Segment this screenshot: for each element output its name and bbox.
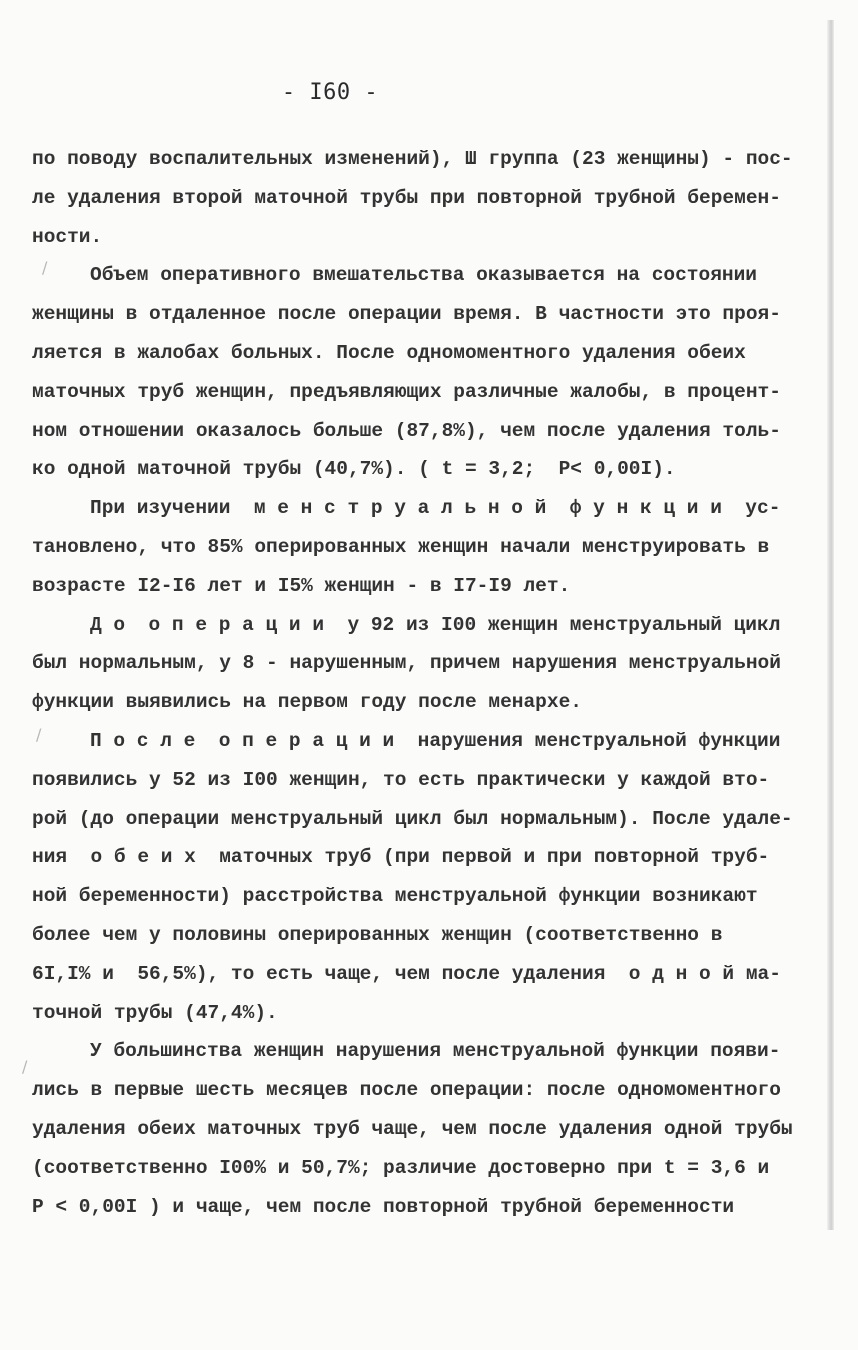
text-line: точной трубы (47,4%). <box>32 1001 278 1024</box>
text-line: удаления обеих маточных труб чаще, чем после удаления одной трубы <box>32 1117 793 1140</box>
text-line: функции выявились на первом году после менархе. <box>32 691 582 714</box>
text-line: рой (до операции менструальный цикл был нормальным). После удале- <box>32 807 793 830</box>
paragraph <box>32 140 812 256</box>
paragraph <box>32 256 812 489</box>
paragraph <box>32 722 812 1032</box>
margin-check-mark: / <box>42 258 48 277</box>
paragraph <box>32 489 812 605</box>
document-body <box>32 140 812 1226</box>
text-line: У большинства женщин нарушения менструальной функции появи- <box>90 1040 781 1063</box>
text-line: Объем оперативного вмешательства оказывается на состоянии <box>90 264 758 287</box>
text-line: возрасте I2-I6 лет и I5% женщин - в I7-I9 лет. <box>32 574 571 597</box>
text-line: (соответственно I00% и 50,7%; различие достоверно при t = 3,6 и <box>32 1156 770 1179</box>
text-line: маточных труб женщин, предъявляющих различные жалобы, в процент- <box>32 380 781 403</box>
text-line: ной беременности) расстройства менструальной функции возникают <box>32 885 758 908</box>
text-line: женщины в отдаленное после операции время. В частности это проя- <box>32 303 781 326</box>
text-line: более чем у половины оперированных женщин (соответственно в <box>32 923 723 946</box>
text-line: ности. <box>32 225 103 248</box>
page-number: - I60 - <box>281 80 379 105</box>
page-edge-shadow <box>827 20 834 1230</box>
text-line: ния о б е и х маточных труб (при первой и при повторной труб- <box>32 846 770 869</box>
text-line: 6I,I% и 56,5%), то есть чаще, чем после удаления о д н о й ма- <box>32 962 781 985</box>
text-line: При изучении м е н с т р у а л ь н о й ф у н к ц и и ус- <box>90 497 781 520</box>
text-line: Д о о п е р а ц и и у 92 из I00 женщин менструальный цикл <box>90 613 781 636</box>
text-line: П о с л е о п е р а ц и и нарушения менструальной функции <box>90 729 781 752</box>
paragraph <box>32 1032 812 1226</box>
text-line: ном отношении оказалось больше (87,8%), чем после удаления толь- <box>32 419 781 442</box>
text-line: тановлено, что 85% оперированных женщин начали менструировать в <box>32 535 770 558</box>
text-line: ле удаления второй маточной трубы при повторной трубной беремен- <box>32 186 781 209</box>
margin-check-mark: / <box>22 1057 28 1076</box>
text-line: ко одной маточной трубы (40,7%). ( t = 3,2; P< 0,00I). <box>32 458 676 481</box>
paragraph <box>32 606 812 722</box>
margin-check-mark: / <box>36 725 42 744</box>
text-line: лись в первые шесть месяцев после операции: после одномоментного <box>32 1079 781 1102</box>
text-line: появились у 52 из I00 женщин, то есть практически у каждой вто- <box>32 768 770 791</box>
text-line: ляется в жалобах больных. После одномоментного удаления обеих <box>32 341 746 364</box>
text-line: по поводу воспалительных изменений), Ш группа (23 женщины) - пос- <box>32 148 793 170</box>
text-line: был нормальным, у 8 - нарушенным, причем нарушения менструальной <box>32 652 781 675</box>
text-line: P < 0,00I ) и чаще, чем после повторной трубной беременности <box>32 1195 735 1218</box>
